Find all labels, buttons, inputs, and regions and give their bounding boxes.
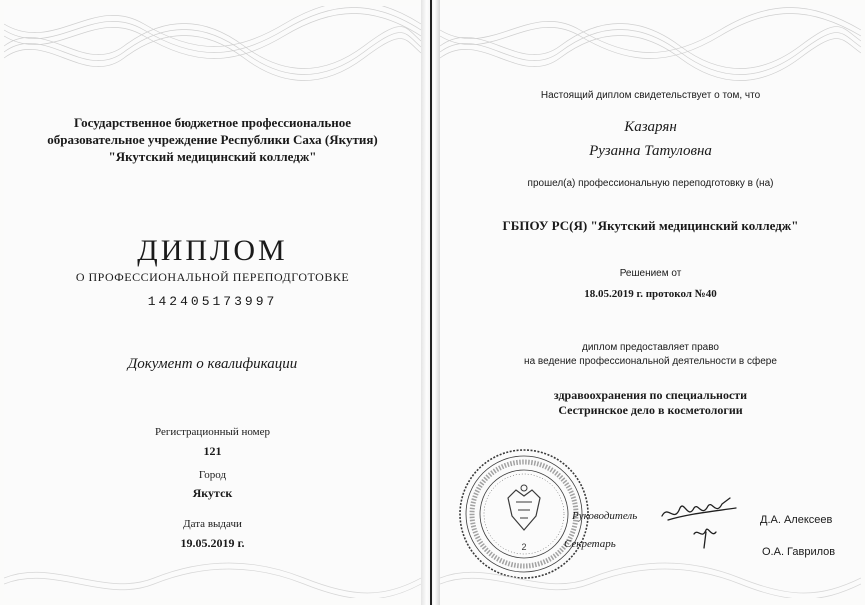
completed-text: прошел(а) профессиональную переподготовку в (на)	[527, 178, 774, 189]
issue-date-value: 19.05.2019 г.	[180, 536, 245, 550]
guilloche-ornament-top-right	[440, 6, 861, 81]
handwritten-signature	[658, 494, 746, 552]
guilloche-ornament-top	[4, 6, 421, 81]
specialty-line-1: здравоохранения по специальности	[553, 388, 748, 402]
diploma-number: 142405173997	[147, 294, 278, 309]
grants-line-1: диплом предоставляет право	[582, 342, 719, 353]
stamp-number: 2	[521, 542, 527, 552]
grants-line-2: на ведение профессиональной деятельности в сфере	[524, 356, 777, 367]
institution-line-3: "Якутский медицинский колледж"	[108, 149, 317, 164]
issue-date-label: Дата выдачи	[183, 518, 242, 530]
institution-line-2: образовательное учреждение Республики Саха (Якутия)	[47, 132, 378, 147]
guilloche-ornament-bottom	[4, 558, 421, 598]
city-label: Город	[198, 469, 227, 481]
diploma-left-page	[4, 6, 422, 598]
city-value: Якутск	[192, 486, 233, 500]
institution-line-1: Государственное бюджетное профессиональное	[73, 115, 352, 130]
guilloche-ornament-bottom-right	[440, 558, 861, 598]
secretary-name: О.А. Гаврилов	[762, 546, 836, 558]
diploma-right-page	[440, 6, 861, 598]
diploma-title: ДИПЛОМ	[137, 234, 288, 267]
certifies-text: Настоящий диплом свидетельствует о том, что	[540, 90, 761, 101]
holder-name: Рузанна Татуловна	[589, 143, 712, 159]
decision-value: 18.05.2019 г. протокол №40	[584, 288, 717, 300]
head-label: Руководитель	[572, 510, 638, 522]
decision-label: Решением от	[619, 268, 682, 279]
secretary-label: Секретарь	[564, 538, 616, 550]
organization-name: ГБПОУ РС(Я) "Якутский медицинский колледж"	[502, 218, 799, 233]
specialty-line-2: Сестринское дело в косметологии	[558, 403, 743, 417]
registration-number: 121	[203, 444, 222, 458]
holder-surname: Казарян	[624, 119, 677, 135]
spine-crease	[430, 0, 432, 605]
document-type: Документ о квалификации	[127, 356, 298, 372]
head-name: Д.А. Алексеев	[760, 514, 833, 526]
diploma-subtitle: О ПРОФЕССИОНАЛЬНОЙ ПЕРЕПОДГОТОВКЕ	[75, 270, 350, 284]
registration-label: Регистрационный номер	[154, 426, 271, 438]
